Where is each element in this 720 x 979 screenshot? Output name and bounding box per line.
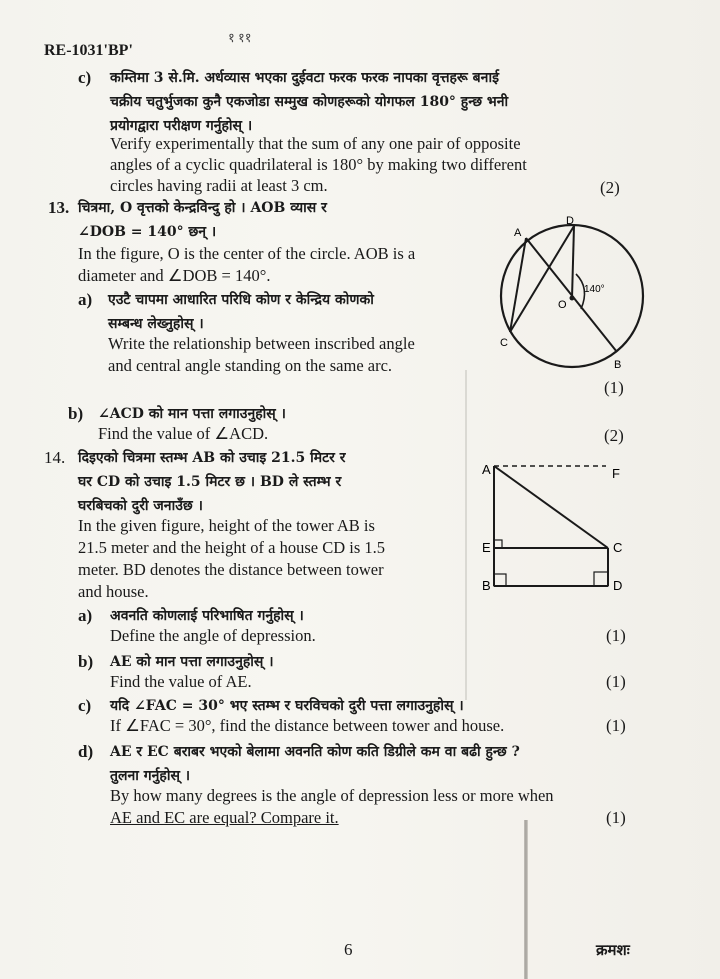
q13b-nepali: ∠ACD को मान पत्ता लगाउनुहोस् । xyxy=(98,406,286,422)
q14c-marks: (1) xyxy=(606,716,626,735)
q13a-nepali-2: सम्बन्ध लेख्नुहोस् । xyxy=(108,316,204,332)
q13a-nepali-1: एउटै चापमा आधारित परिधि कोण र केन्द्रिय कोणको xyxy=(108,292,374,308)
q12c-label: c) xyxy=(78,68,92,87)
q13-english-1: In the figure, O is the center of the circle. AOB is a xyxy=(78,244,416,263)
continued-label: क्रमशः xyxy=(596,941,630,959)
label-b: B xyxy=(614,359,622,371)
right-angle-d xyxy=(594,572,608,586)
q13b-english: Find the value of ∠ACD. xyxy=(98,424,269,443)
label-a: A xyxy=(482,462,491,477)
q12c-english-3: circles having radii at least 3 cm. xyxy=(110,176,328,195)
q14d-english-1: By how many degrees is the angle of depression less or more when xyxy=(110,786,554,805)
label-o: O xyxy=(558,299,567,311)
q14-english-4: and house. xyxy=(78,582,149,601)
q13-nepali-1: चित्रमा, O वृत्तको केन्द्रविन्दु हो । AOB व्यास र xyxy=(78,200,327,216)
label-b: B xyxy=(482,578,491,593)
q14d-label: d) xyxy=(78,742,94,761)
angle-label: 140° xyxy=(584,284,605,295)
q12c-nepali-2: चक्रीय चतुर्भुजका कुनै एकजोडा सम्मुख कोणहरूको योगफल 180° हुन्छ भनी xyxy=(110,94,509,110)
q13a-marks: (1) xyxy=(604,378,624,397)
q12c-nepali-3: प्रयोगद्वारा परीक्षण गर्नुहोस् । xyxy=(110,118,253,134)
q14d-marks: (1) xyxy=(606,808,626,827)
q12c-english-1: Verify experimentally that the sum of any one pair of opposite xyxy=(110,134,521,153)
q13-english-2: diameter and ∠DOB = 140°. xyxy=(78,266,271,285)
q14d-nepali-2: तुलना गर्नुहोस् । xyxy=(110,768,191,784)
q13-number: 13. xyxy=(48,198,70,217)
paper-code: RE-1031'BP' xyxy=(44,42,133,59)
label-f: F xyxy=(612,466,620,481)
label-c: C xyxy=(613,540,623,555)
q13-nepali-2: ∠DOB = 140° छन् । xyxy=(78,224,217,240)
q14c-nepali: यदि ∠FAC = 30° भए स्तम्भ र घरविचको दुरी पत्ता लगाउनुहोस् । xyxy=(110,698,464,714)
tower-figure xyxy=(470,448,640,598)
q14d-nepali-1: AE र EC बराबर भएको बेलामा अवनति कोण कति डिग्रीले कम वा बढी हुन्छ ? xyxy=(110,744,520,760)
q13b-marks: (2) xyxy=(604,426,624,445)
radius-od xyxy=(572,226,574,298)
label-e: E xyxy=(482,540,491,555)
q13b-label: b) xyxy=(68,404,84,423)
q14-english-2: 21.5 meter and the height of a house CD is 1.5 xyxy=(78,538,386,557)
label-a: A xyxy=(514,227,522,239)
q12c-nepali-1: कम्तिमा 3 से.मि. अर्धव्यास भएका दुईवटा फरक फरक नापका वृत्तहरू बनाई xyxy=(110,70,499,86)
q14-english-3: meter. BD denotes the distance between tower xyxy=(78,560,384,579)
q14b-label: b) xyxy=(78,652,94,671)
line-of-sight-ac xyxy=(494,466,608,548)
right-angle-b xyxy=(494,574,506,586)
q14b-marks: (1) xyxy=(606,672,626,691)
q13a-english-1: Write the relationship between inscribed angle xyxy=(108,334,415,353)
q14d-english-2: AE and EC are equal? Compare it. xyxy=(110,808,339,827)
q14-number: 14. xyxy=(44,448,66,467)
paper-fold xyxy=(465,370,467,700)
label-d: D xyxy=(566,215,574,227)
q14a-label: a) xyxy=(78,606,93,625)
q14c-english: If ∠FAC = 30°, find the distance between tower and house. xyxy=(110,716,505,735)
label-d: D xyxy=(613,578,623,593)
q14-nepali-2: घर CD को उचाइ 1.5 मिटर छ । BD ले स्तम्भ र xyxy=(78,474,342,490)
q12c-marks: (2) xyxy=(600,178,620,197)
q14a-nepali: अवनति कोणलाई परिभाषित गर्नुहोस् । xyxy=(110,608,304,624)
q14c-label: c) xyxy=(78,696,92,715)
paper-crease xyxy=(524,820,528,979)
q14-english-1: In the given figure, height of the tower AB is xyxy=(78,516,375,535)
q14-nepali-3: घरबिचको दुरी जनाउँछ । xyxy=(78,498,203,514)
q14b-nepali: AE को मान पत्ता लगाउनुहोस् । xyxy=(110,654,274,670)
top-marks: १ ११ xyxy=(228,30,252,45)
page-number: 6 xyxy=(344,940,353,959)
circle-figure xyxy=(490,214,650,374)
center-point xyxy=(570,296,575,301)
label-c: C xyxy=(500,337,508,349)
q14b-english: Find the value of AE. xyxy=(110,672,252,691)
right-angle-e xyxy=(494,540,502,548)
q14a-english: Define the angle of depression. xyxy=(110,626,316,645)
q13a-english-2: and central angle standing on the same arc. xyxy=(108,356,393,375)
q14a-marks: (1) xyxy=(606,626,626,645)
q14-nepali-1: दिइएको चित्रमा स्तम्भ AB को उचाइ 21.5 मिटर र xyxy=(78,450,346,466)
q13a-label: a) xyxy=(78,290,93,309)
q12c-english-2: angles of a cyclic quadrilateral is 180° by making two different xyxy=(110,155,527,174)
